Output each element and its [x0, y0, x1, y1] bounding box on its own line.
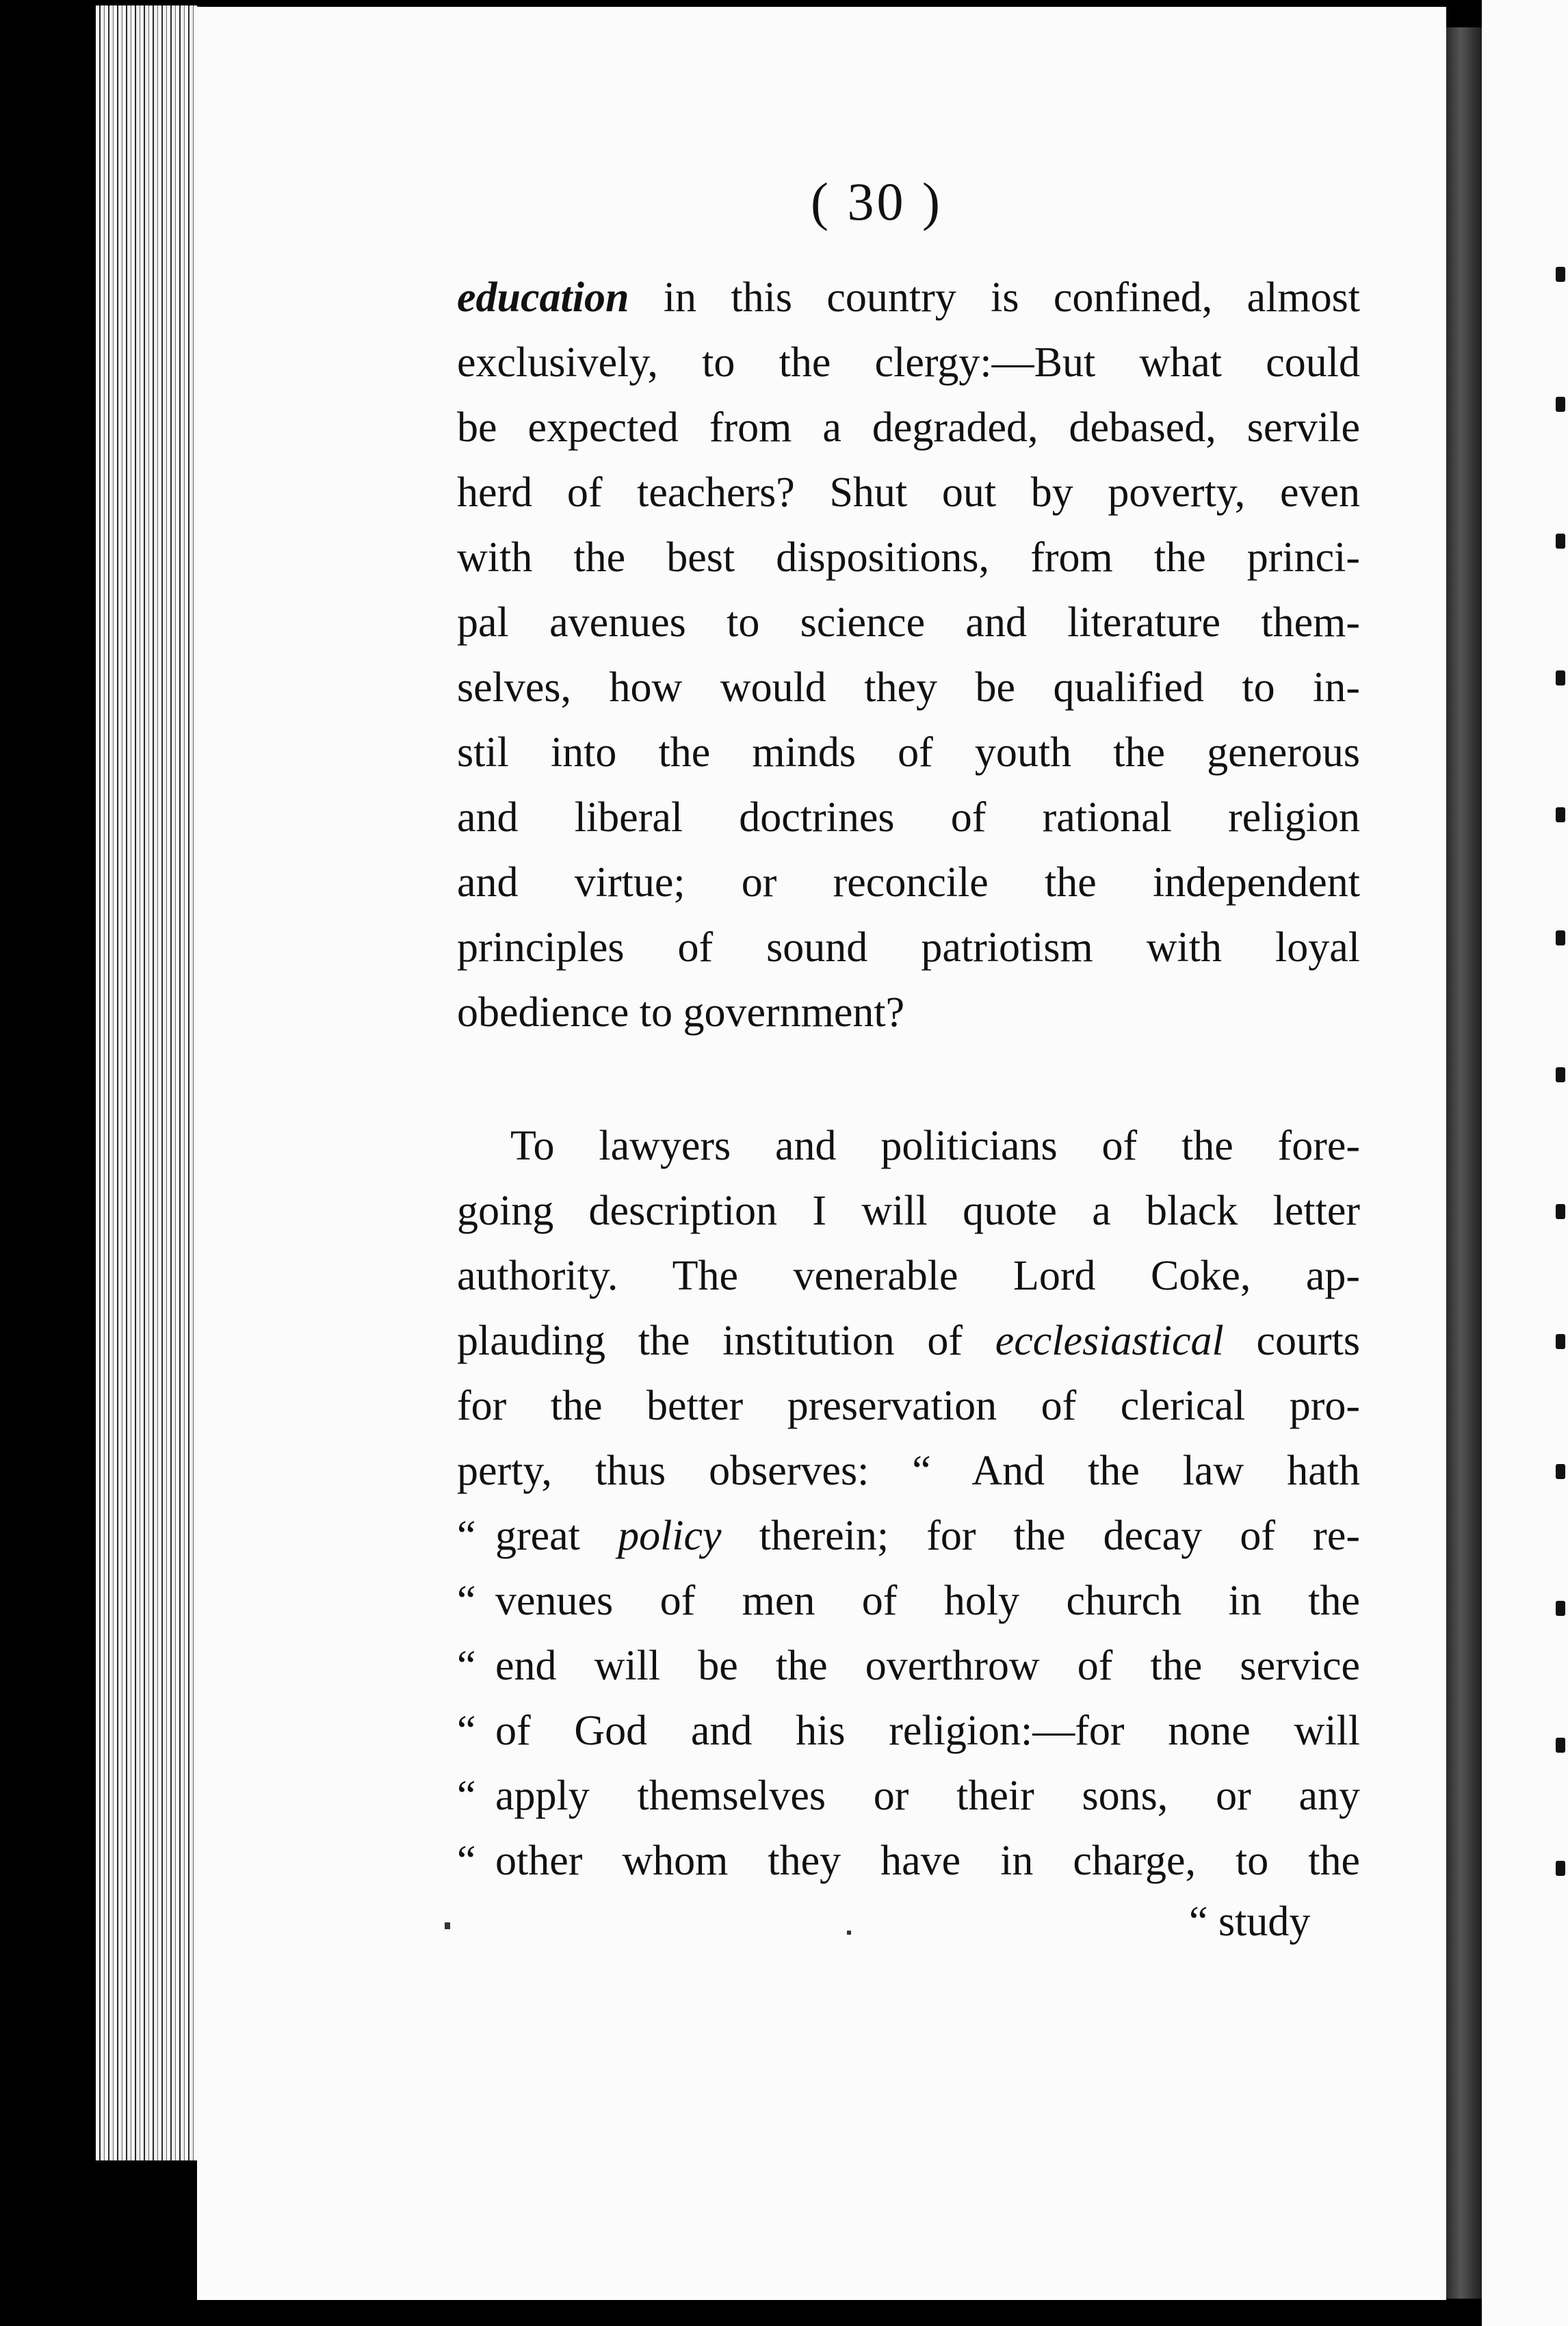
- text-run: ecclesiastical: [995, 1318, 1224, 1364]
- text-run: and liberal doctrines of rational religion: [457, 794, 1360, 841]
- text-run: principles of sound patriotism with loyal: [457, 924, 1360, 971]
- text-line: [457, 1569, 1360, 1634]
- page-edges: [96, 5, 200, 2160]
- text-run: obedience to government?: [457, 989, 905, 1036]
- text-run: stil into the minds of youth the generous: [457, 729, 1360, 776]
- speck-mark: [847, 1931, 851, 1935]
- text-run: with the best dispositions, from the princi-: [457, 534, 1360, 581]
- text-run: going description I will quote a black letter: [457, 1188, 1360, 1234]
- text-line: [457, 655, 1360, 720]
- text-line: [457, 395, 1360, 460]
- text-line: [457, 785, 1360, 850]
- text-run: be expected from a degraded, debased, servile: [457, 404, 1360, 451]
- paragraph: [457, 265, 1360, 1045]
- text-run: authority. The venerable Lord Coke, ap-: [457, 1253, 1360, 1299]
- text-run: great: [495, 1513, 618, 1559]
- text-line: [457, 525, 1360, 590]
- text-line: [457, 915, 1360, 980]
- quote-mark: “: [457, 1643, 476, 1689]
- text-line: [457, 330, 1360, 395]
- text-line: [457, 1699, 1360, 1764]
- quote-mark: “: [457, 1773, 476, 1819]
- body-text: [457, 265, 1360, 1894]
- text-line: [457, 460, 1360, 525]
- text-line: [457, 590, 1360, 655]
- text-run: end will be the overthrow of the service: [495, 1643, 1360, 1689]
- text-run: herd of teachers? Shut out by poverty, even: [457, 469, 1360, 516]
- text-run: and virtue; or reconcile the independent: [457, 859, 1360, 906]
- text-line: [457, 265, 1360, 330]
- quote-mark: “: [457, 1578, 476, 1624]
- text-line: [457, 720, 1360, 785]
- text-line: [457, 1114, 1360, 1179]
- text-line: [457, 1439, 1360, 1504]
- text-line: [457, 1309, 1360, 1374]
- text-run: for the better preservation of clerical pro-: [457, 1383, 1360, 1429]
- text-run: plauding the institution of: [457, 1318, 995, 1364]
- facing-page-edge: [1482, 0, 1568, 2326]
- text-line: [457, 1244, 1360, 1309]
- text-run: in this country is confined, almost: [629, 274, 1360, 321]
- book-spine: [1446, 27, 1482, 2299]
- text-run: venues of men of holy church in the: [495, 1578, 1360, 1624]
- text-line: [457, 1179, 1360, 1244]
- quote-mark: “: [457, 1513, 476, 1559]
- text-line: [457, 850, 1360, 915]
- text-line: [457, 1374, 1360, 1439]
- text-run: policy: [618, 1513, 722, 1559]
- text-run: pal avenues to science and literature them-: [457, 599, 1360, 646]
- text-line: [457, 1634, 1360, 1699]
- text-run: To lawyers and politicians of the fore-: [510, 1123, 1360, 1169]
- quote-mark: “: [457, 1708, 476, 1754]
- catchword: “ study: [1189, 1898, 1311, 1945]
- paragraph: [457, 1114, 1360, 1894]
- text-run: courts: [1223, 1318, 1360, 1364]
- speck-mark: [445, 1922, 450, 1929]
- text-run: of God and his religion:—for none will: [495, 1708, 1360, 1754]
- text-line: [457, 1829, 1360, 1894]
- text-line: [457, 1764, 1360, 1829]
- text-run: exclusively, to the clergy:—But what could: [457, 339, 1360, 386]
- text-run: apply themselves or their sons, or any: [495, 1773, 1360, 1819]
- quote-mark: “: [457, 1838, 476, 1884]
- text-run: selves, how would they be qualified to in-: [457, 664, 1360, 711]
- text-line: [457, 1504, 1360, 1569]
- text-run: education: [457, 274, 629, 321]
- page-number: ( 30 ): [811, 172, 943, 231]
- text-line: [457, 980, 1360, 1045]
- text-run: other whom they have in charge, to the: [495, 1838, 1360, 1884]
- text-run: therein; for the decay of re-: [721, 1513, 1360, 1559]
- text-run: perty, thus observes: “ And the law hath: [457, 1448, 1360, 1494]
